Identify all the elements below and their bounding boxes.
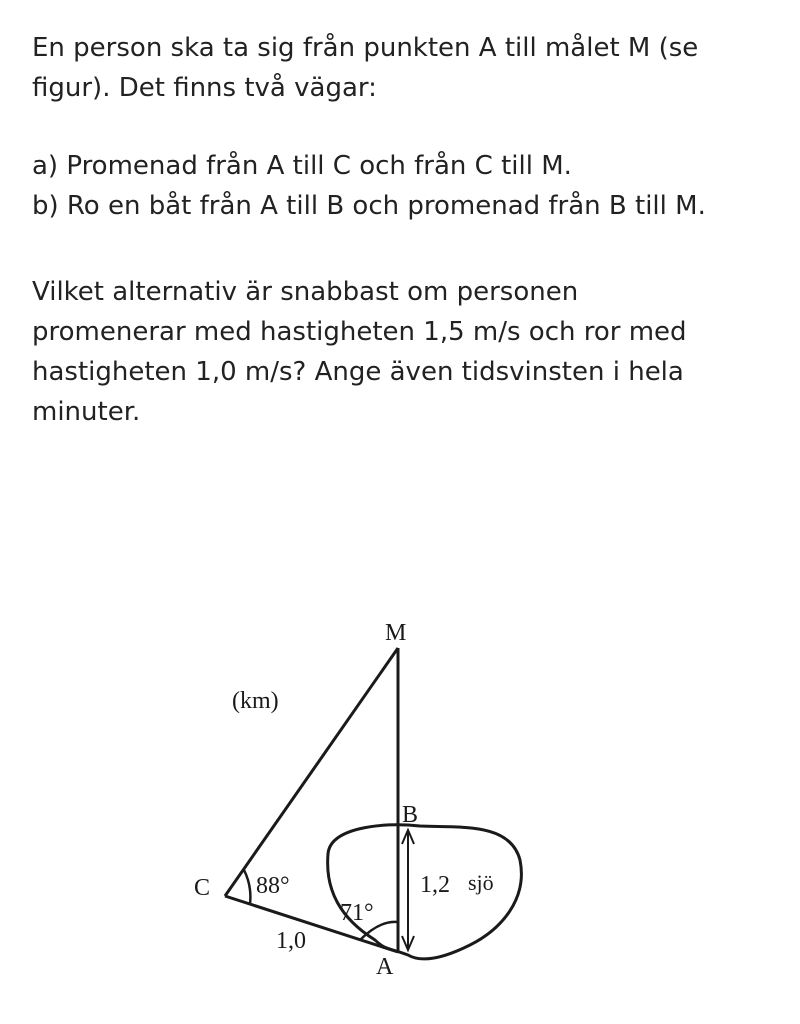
path-c-m bbox=[225, 648, 398, 896]
question-line-3: hastigheten 1,0 m/s? Ange även tidsvinsten i hela bbox=[32, 357, 684, 387]
problem-question bbox=[32, 272, 772, 432]
label-unit: (km) bbox=[232, 688, 279, 714]
label-angle-a: 71° bbox=[340, 900, 374, 926]
angle-arc-c bbox=[244, 870, 250, 904]
option-a: a) Promenad från A till C och från C till M. bbox=[32, 151, 572, 181]
label-c: C bbox=[194, 875, 211, 901]
label-lake: sjö bbox=[468, 870, 494, 895]
label-length-ab: 1,2 bbox=[420, 872, 450, 898]
label-m: M bbox=[385, 620, 407, 646]
problem-intro bbox=[32, 28, 772, 108]
geometry-figure bbox=[180, 600, 560, 1000]
label-angle-c: 88° bbox=[256, 873, 290, 899]
question-line-2: promenerar med hastigheten 1,5 m/s och ror med bbox=[32, 317, 687, 347]
intro-line-2: figur). Det finns två vägar: bbox=[32, 73, 377, 103]
label-b: B bbox=[402, 802, 419, 828]
intro-line-1: En person ska ta sig från punkten A till målet M (se bbox=[32, 33, 699, 63]
problem-options bbox=[32, 146, 772, 226]
question-line-1: Vilket alternativ är snabbast om personen bbox=[32, 277, 579, 307]
label-a: A bbox=[376, 954, 394, 980]
question-line-4: minuter. bbox=[32, 397, 141, 427]
option-b: b) Ro en båt från A till B och promenad från B till M. bbox=[32, 191, 706, 221]
label-length-ca: 1,0 bbox=[276, 928, 306, 954]
